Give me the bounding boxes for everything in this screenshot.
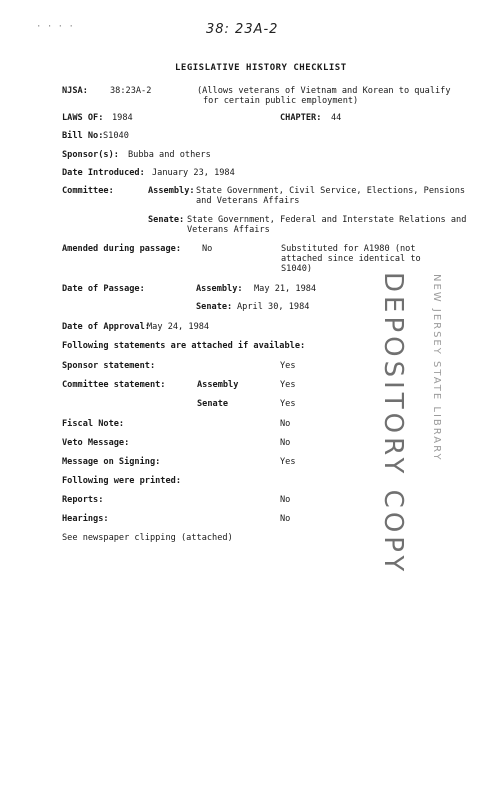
- passage-label: Date of Passage:: [62, 284, 145, 294]
- bill-no-value: S1040: [103, 131, 129, 141]
- reports-value: No: [280, 495, 291, 505]
- message-signing-label: Message on Signing:: [62, 457, 161, 467]
- message-signing-value: Yes: [280, 457, 296, 467]
- njsa-note-line1: (Allows veterans of Vietnam and Korean to qualify: [197, 86, 451, 96]
- substituted-line2: attached since identical to: [281, 254, 421, 264]
- laws-of-value: 1984: [112, 113, 133, 123]
- following-printed-heading: Following were printed:: [62, 476, 181, 486]
- committee-senate-line1: State Government, Federal and Interstate Relations and: [187, 215, 467, 225]
- committee-assembly-label: Assembly:: [148, 186, 195, 196]
- veto-message-label: Veto Message:: [62, 438, 130, 448]
- date-introduced-label: Date Introduced:: [62, 168, 145, 178]
- handwritten-citation: 38: 23A-2: [206, 22, 279, 37]
- committee-label: Committee:: [62, 186, 114, 196]
- njsa-value: 38:23A-2: [110, 86, 152, 96]
- committee-senate-label: Senate:: [148, 215, 185, 225]
- scan-specks: · · · ·: [36, 22, 74, 32]
- stamp-library-text: NEW JERSEY STATE LIBRARY: [431, 274, 442, 462]
- committee-statement-label: Committee statement:: [62, 380, 166, 390]
- stamp-main-text: DEPOSITORY COPY: [378, 272, 408, 576]
- committee-statement-senate-value: Yes: [280, 399, 296, 409]
- chapter-value: 44: [331, 113, 342, 123]
- amended-value: No: [202, 244, 213, 254]
- njsa-label: NJSA:: [62, 86, 88, 96]
- date-introduced-value: January 23, 1984: [152, 168, 235, 178]
- approval-value: May 24, 1984: [147, 322, 210, 332]
- njsa-note-line2: for certain public employment): [203, 96, 359, 106]
- fiscal-note-label: Fiscal Note:: [62, 419, 125, 429]
- passage-assembly-label: Assembly:: [196, 284, 243, 294]
- depository-stamp: [378, 272, 448, 576]
- committee-statement-assembly-value: Yes: [280, 380, 296, 390]
- amended-label: Amended during passage:: [62, 244, 181, 254]
- reports-label: Reports:: [62, 495, 104, 505]
- substituted-line1: Substituted for A1980 (not: [281, 244, 416, 254]
- sponsor-statement-label: Sponsor statement:: [62, 361, 156, 371]
- passage-senate-value: April 30, 1984: [237, 302, 310, 312]
- page-title: LEGISLATIVE HISTORY CHECKLIST: [175, 63, 347, 73]
- clipping-note: See newspaper clipping (attached): [62, 533, 233, 543]
- committee-assembly-line1: State Government, Civil Service, Elections, Pensions: [196, 186, 466, 196]
- passage-senate-label: Senate:: [196, 302, 233, 312]
- following-attached-heading: Following statements are attached if available:: [62, 341, 306, 351]
- approval-label: Date of Approval:: [62, 322, 150, 332]
- committee-assembly-line2: and Veterans Affairs: [196, 196, 300, 206]
- committee-statement-senate-label: Senate: [197, 399, 229, 409]
- sponsors-label: Sponsor(s):: [62, 150, 119, 160]
- sponsors-value: Bubba and others: [128, 150, 211, 160]
- bill-no-label: Bill No:: [62, 131, 104, 141]
- substituted-line3: S1040): [281, 264, 313, 274]
- laws-of-label: LAWS OF:: [62, 113, 104, 123]
- hearings-label: Hearings:: [62, 514, 109, 524]
- veto-message-value: No: [280, 438, 291, 448]
- hearings-value: No: [280, 514, 291, 524]
- passage-assembly-value: May 21, 1984: [254, 284, 317, 294]
- committee-senate-line2: Veterans Affairs: [187, 225, 270, 235]
- fiscal-note-value: No: [280, 419, 291, 429]
- chapter-label: CHAPTER:: [280, 113, 322, 123]
- sponsor-statement-value: Yes: [280, 361, 296, 371]
- committee-statement-assembly-label: Assembly: [197, 380, 239, 390]
